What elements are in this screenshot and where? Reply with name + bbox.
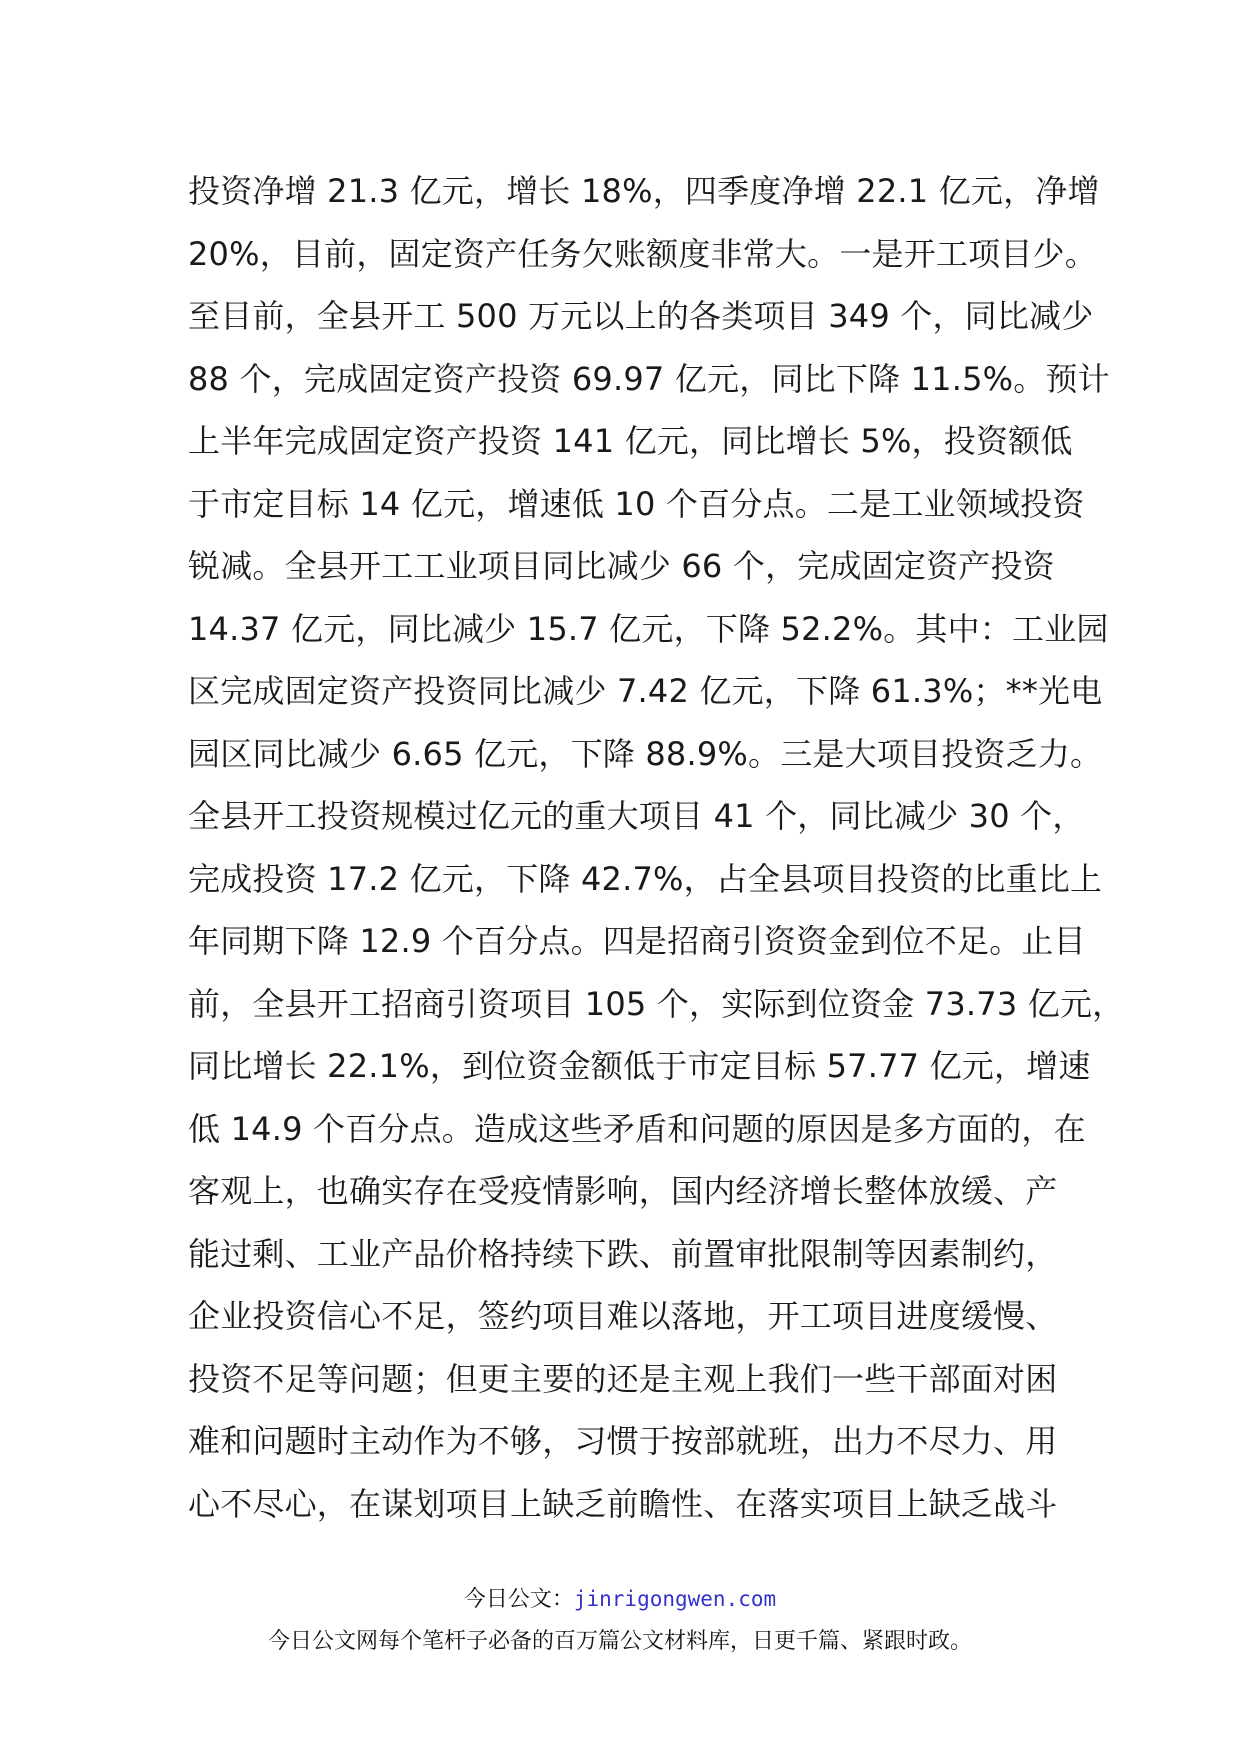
footer-label: 今日公文： — [463, 1587, 574, 1612]
text-line: 14.37 亿元，同比减少 15.7 亿元，下降 52.2%。其中：工业园 — [188, 609, 1109, 648]
text-line: 88 个，完成固定资产投资 69.97 亿元，同比下降 11.5%。预计 — [188, 359, 1110, 398]
text-line: 投资不足等问题；但更主要的还是主观上我们一些干部面对困 — [188, 1359, 1058, 1398]
text-line: 20%，目前，固定资产任务欠账额度非常大。一是开工项目少。 — [188, 234, 1097, 273]
text-line: 同比增长 22.1%，到位资金额低于市定目标 57.77 亿元，增速 — [188, 1047, 1091, 1085]
footer-url-link[interactable]: jinrigongwen.com — [573, 1587, 777, 1611]
text-line: 难和问题时主动作为不够，习惯于按部就班，出力不尽力、用 — [188, 1422, 1058, 1460]
text-line: 上半年完成固定资产投资 141 亿元，同比增长 5%，投资额低 — [188, 422, 1073, 460]
text-line: 园区同比减少 6.65 亿元，下降 88.9%。三是大项目投资乏力。 — [188, 734, 1103, 773]
text-line: 至目前，全县开工 500 万元以上的各类项目 349 个，同比减少 — [188, 297, 1094, 335]
text-line: 年同期下降 12.9 个百分点。四是招商引资资金到位不足。止目 — [188, 922, 1086, 960]
text-line: 投资净增 21.3 亿元，增长 18%，四季度净增 22.1 亿元，净增 — [188, 172, 1100, 210]
text-line: 完成投资 17.2 亿元，下降 42.7%，占全县项目投资的比重比上 — [188, 859, 1103, 898]
text-line: 锐减。全县开工工业项目同比减少 66 个，完成固定资产投资 — [188, 547, 1055, 585]
text-line: 企业投资信心不足，签约项目难以落地，开工项目进度缓慢、 — [188, 1297, 1058, 1335]
text-line: 区完成固定资产投资同比减少 7.42 亿元，下降 61.3%；**光电 — [188, 672, 1103, 710]
text-line: 前，全县开工招商引资项目 105 个，实际到位资金 73.73 亿元， — [188, 984, 1125, 1023]
text-line: 能过剩、工业产品价格持续下跌、前置审批限制等因素制约， — [188, 1234, 1058, 1273]
text-line: 低 14.9 个百分点。造成这些矛盾和问题的原因是多方面的，在 — [188, 1109, 1086, 1148]
text-line: 客观上，也确实存在受疫情影响，国内经济增长整体放缓、产 — [188, 1172, 1058, 1210]
footer-tagline: 今日公文网每个笔杆子必备的百万篇公文材料库，日更千篇、紧跟时政。 — [267, 1629, 972, 1654]
text-line: 心不尽心，在谋划项目上缺乏前瞻性、在落实项目上缺乏战斗 — [188, 1484, 1058, 1523]
text-line: 于市定目标 14 亿元，增速低 10 个百分点。二是工业领域投资 — [188, 484, 1085, 523]
text-line: 全县开工投资规模过亿元的重大项目 41 个，同比减少 30 个， — [188, 797, 1085, 835]
footer-source — [0, 1582, 1240, 1613]
body-paragraph — [188, 160, 1125, 1535]
